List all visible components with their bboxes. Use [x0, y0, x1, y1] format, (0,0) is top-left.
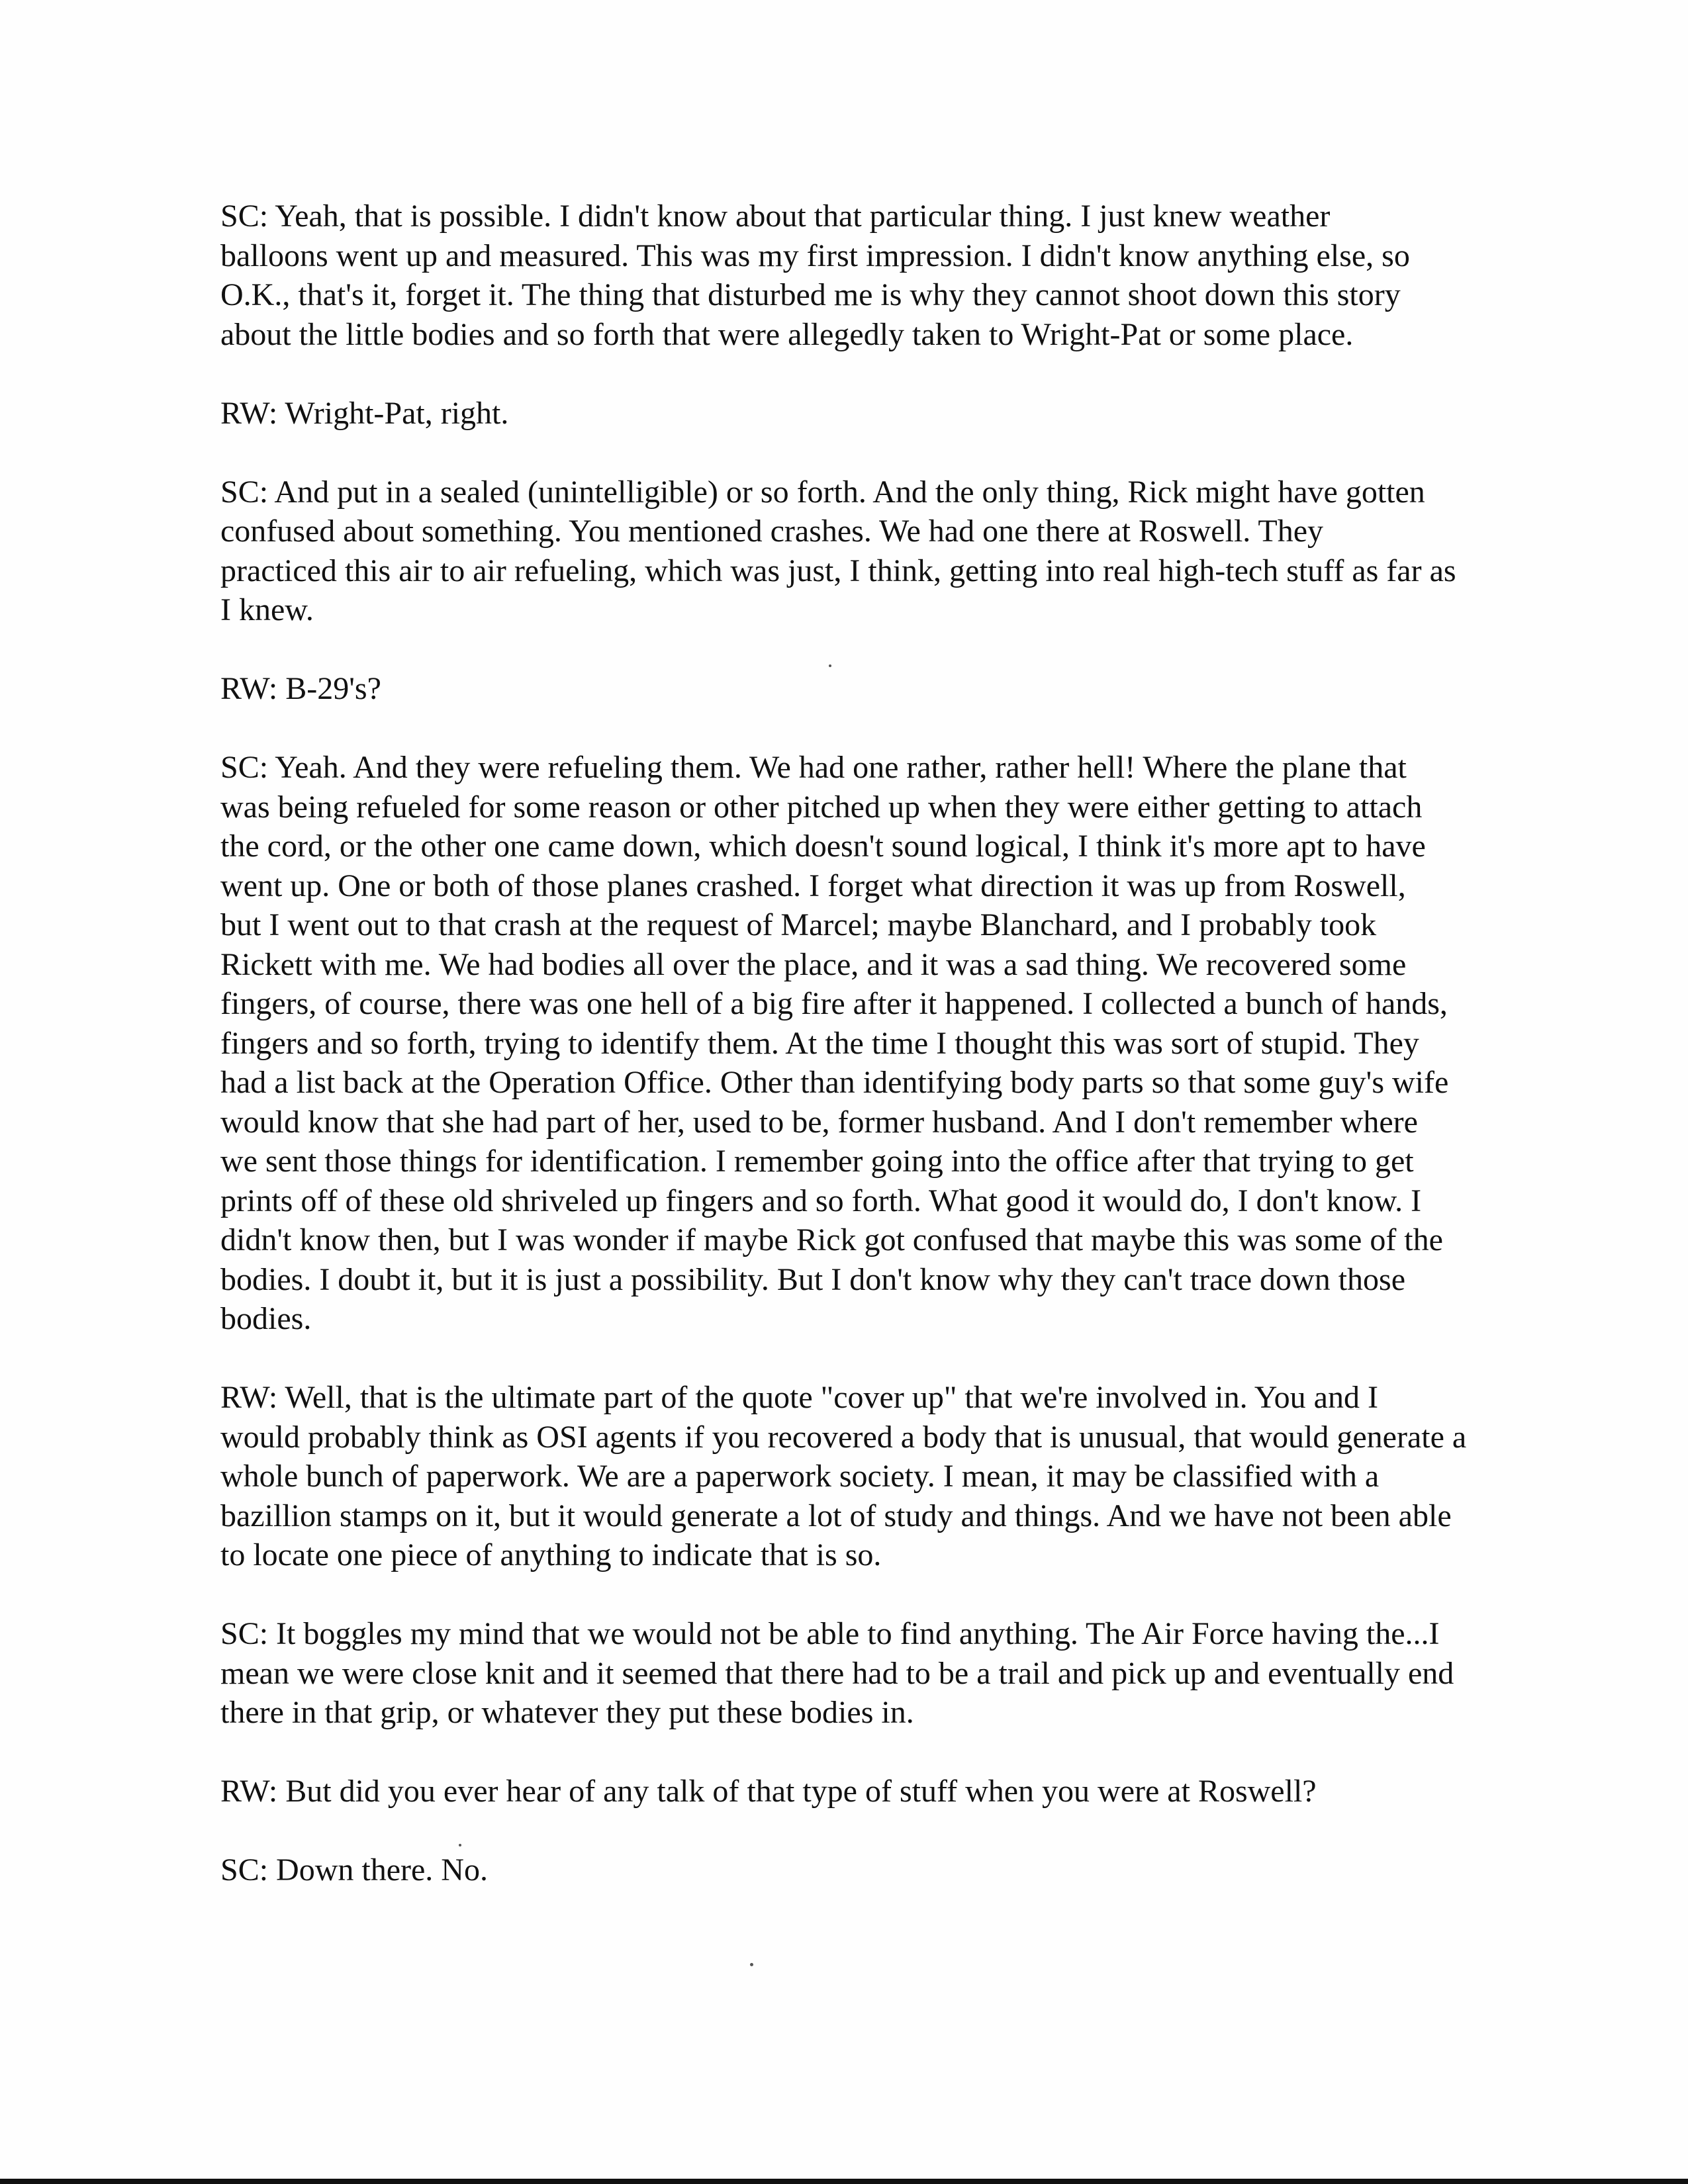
- transcript-entry: [220, 669, 1551, 709]
- speaker-label: SC:: [220, 1616, 269, 1651]
- scan-speck: [459, 1844, 461, 1846]
- speech-text: Down there. No.: [276, 1852, 488, 1888]
- speaker-label: RW:: [220, 395, 278, 431]
- speech-text: And put in a sealed (unintelligible) or so forth. And the only thing, Rick might have gotten confused about something. You mentioned crashes. We had one there at Roswell. They practiced this air to air refueling, which was just, I think, getting into real high-tech stuff as far as I knew.: [220, 474, 1456, 627]
- speaker-label: SC:: [220, 1852, 269, 1888]
- transcript-entry: [220, 1850, 1551, 1890]
- speech-text: B-29's?: [285, 671, 381, 706]
- speaker-label: SC:: [220, 199, 269, 234]
- speaker-label: SC:: [220, 750, 269, 785]
- speaker-label: RW:: [220, 1774, 278, 1809]
- transcript-entry: [220, 748, 1551, 1339]
- transcript-entry: [220, 1614, 1551, 1733]
- transcript-entry: [220, 473, 1551, 630]
- speech-text: Wright-Pat, right.: [285, 395, 509, 431]
- scan-speck: [750, 1963, 753, 1966]
- speech-text: Well, that is the ultimate part of the quote "cover up" that we're involved in. You and I would probably think as OSI agents if you recovered a body that is unusual, that would generate a whole bunch of paperwork. We are a paperwork society. I mean, it may be classified with a bazillion stamps on it, but it would generate a lot of study and things. And we have not been able to locate one piece of anything to indicate that is so.: [220, 1380, 1467, 1572]
- transcript-entry: [220, 1378, 1551, 1575]
- transcript-entry: [220, 197, 1551, 354]
- transcript-entry: [220, 1772, 1551, 1811]
- speaker-label: SC:: [220, 474, 269, 510]
- scan-edge: [0, 2179, 1688, 2184]
- scan-speck: [829, 664, 831, 667]
- speaker-label: RW:: [220, 1380, 278, 1415]
- interview-transcript: [220, 197, 1551, 1929]
- speaker-label: RW:: [220, 671, 278, 706]
- speech-text: Yeah. And they were refueling them. We had one rather, rather hell! Where the plane that was being refueled for some reason or other pitched up when they were either getting to attach the cord, or the other one came down, which doesn't sound logical, I think it's more apt to have went up. One or both of those planes crashed. I forget what direction it was up from Roswell, but I went out to that crash at the request of Marcel; maybe Blanchard, and I probably took Rickett with me. We had bodies all over the place, and it was a sad thing. We recovered some fingers, of course, there was one hell of a big fire after it happened. I collected a bunch of hands, fingers and so forth, trying to identify them. At the time I thought this was sort of stupid. They had a list back at the Operation Office. Other than identifying body parts so that some guy's wife would know that she had part of her, used to be, former husband. And I don't remember where we sent those things for identification. I remember going into the office after that trying to get prints off of these old shriveled up fingers and so forth. What good it would do, I don't know. I didn't know then, but I was wonder if maybe Rick got confused that maybe this was some of the bodies. I doubt it, but it is just a possibility. But I don't know why they can't trace down those bodies.: [220, 750, 1449, 1336]
- transcript-entry: [220, 394, 1551, 433]
- speech-text: It boggles my mind that we would not be able to find anything. The Air Force having the...I mean we were close knit and it seemed that there had to be a trail and pick up and eventually end there in that grip, or whatever they put these bodies in.: [220, 1616, 1454, 1730]
- speech-text: Yeah, that is possible. I didn't know about that particular thing. I just knew weather balloons went up and measured. This was my first impression. I didn't know anything else, so O.K., that's it, forget it. The thing that disturbed me is why they cannot shoot down this story about the little bodies and so forth that were allegedly taken to Wright-Pat or some place.: [220, 199, 1410, 352]
- speech-text: But did you ever hear of any talk of that type of stuff when you were at Roswell?: [285, 1774, 1317, 1809]
